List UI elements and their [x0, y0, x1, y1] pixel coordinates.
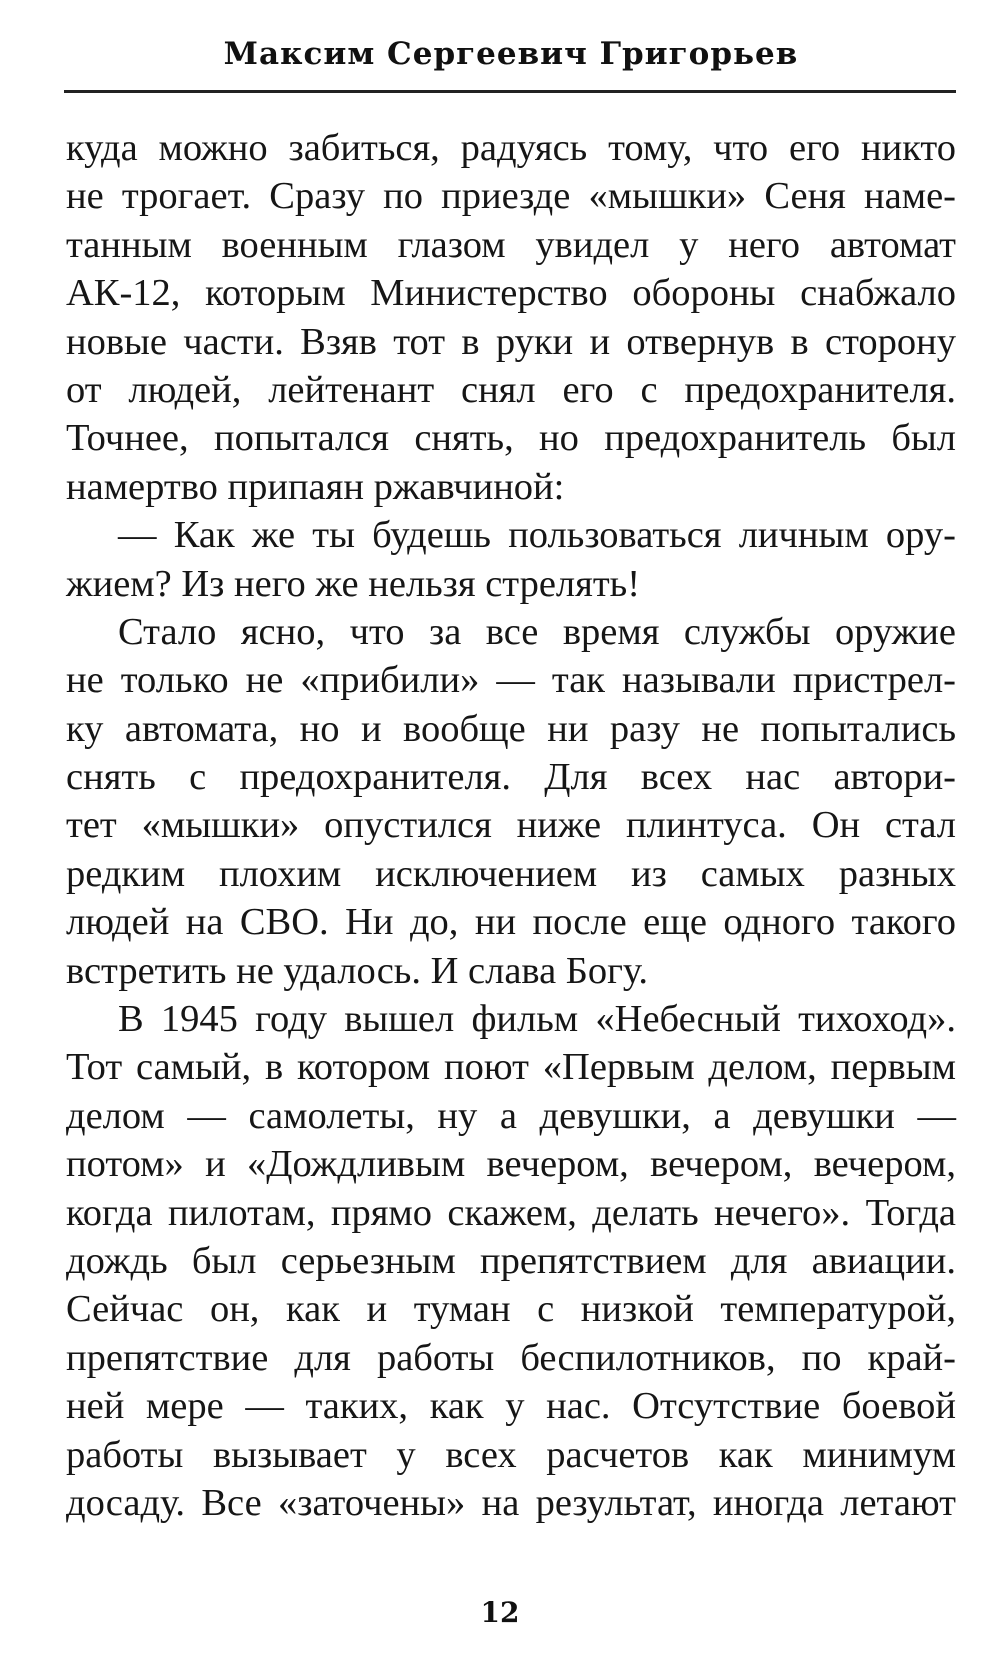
text-line: дождь был серьезным препятствием для авиации.	[66, 1239, 956, 1282]
text-line: снять с предохранителя. Для всех нас автори-	[66, 756, 956, 799]
text-line: препятствие для работы беспилотников, по край-	[66, 1336, 956, 1379]
text-line-dialogue: — Как же ты будешь пользоваться личным ору-	[118, 514, 956, 557]
text-line: ку автомата, но и вообще ни разу не попытались	[66, 707, 956, 750]
text-line: потом» и «Дождливым вечером, вечером, вечером,	[66, 1143, 956, 1186]
header-divider	[64, 90, 956, 93]
text-line: когда пилотам, прямо скажем, делать нечего». Тогда	[66, 1191, 956, 1234]
text-line: тет «мышки» опустился ниже плинтуса. Он стал	[66, 804, 956, 847]
text-line: делом — самолеты, ну а девушки, а девушки —	[66, 1094, 956, 1137]
text-line: не трогает. Сразу по приезде «мышки» Сеня наме-	[66, 175, 956, 218]
text-line: Сейчас он, как и туман с низкой температурой,	[66, 1288, 956, 1331]
text-line: жием? Из него же нельзя стрелять!	[66, 562, 641, 605]
page-number: 12	[480, 1596, 520, 1629]
body-text	[66, 124, 956, 1527]
text-line-paragraph-start: Стало ясно, что за все время службы оружие	[118, 610, 956, 653]
text-line: редким плохим исключением из самых разных	[66, 852, 956, 895]
text-line: новые части. Взяв тот в руки и отвернув в сторону	[66, 320, 956, 363]
text-line: АК-12, которым Министерство обороны снабжало	[66, 272, 956, 315]
text-line: Точнее, попытался снять, но предохранитель был	[66, 417, 956, 460]
text-line: намертво припаян ржавчиной:	[66, 465, 565, 508]
running-header-author: Максим Сергеевич Григорьев	[223, 36, 799, 72]
text-line: ней мере — таких, как у нас. Отсутствие боевой	[66, 1385, 956, 1428]
text-line-paragraph-start: В 1945 году вышел фильм «Небесный тихоход».	[118, 998, 956, 1041]
text-line: не только не «прибили» — так называли пристрел-	[66, 659, 956, 702]
text-line: куда можно забиться, радуясь тому, что его никто	[66, 127, 956, 169]
text-line: танным военным глазом увидел у него автомат	[66, 223, 956, 266]
text-line: от людей, лейтенант снял его с предохранителя.	[66, 368, 956, 411]
text-line: Тот самый, в котором поют «Первым делом, первым	[66, 1046, 956, 1089]
text-line: досаду. Все «заточены» на результат, иногда летают	[66, 1481, 956, 1524]
text-line: работы вызывает у всех расчетов как минимум	[66, 1433, 956, 1476]
text-line: людей на СВО. Ни до, ни после еще одного такого	[66, 901, 956, 944]
text-line: встретить не удалось. И слава Богу.	[66, 949, 648, 992]
